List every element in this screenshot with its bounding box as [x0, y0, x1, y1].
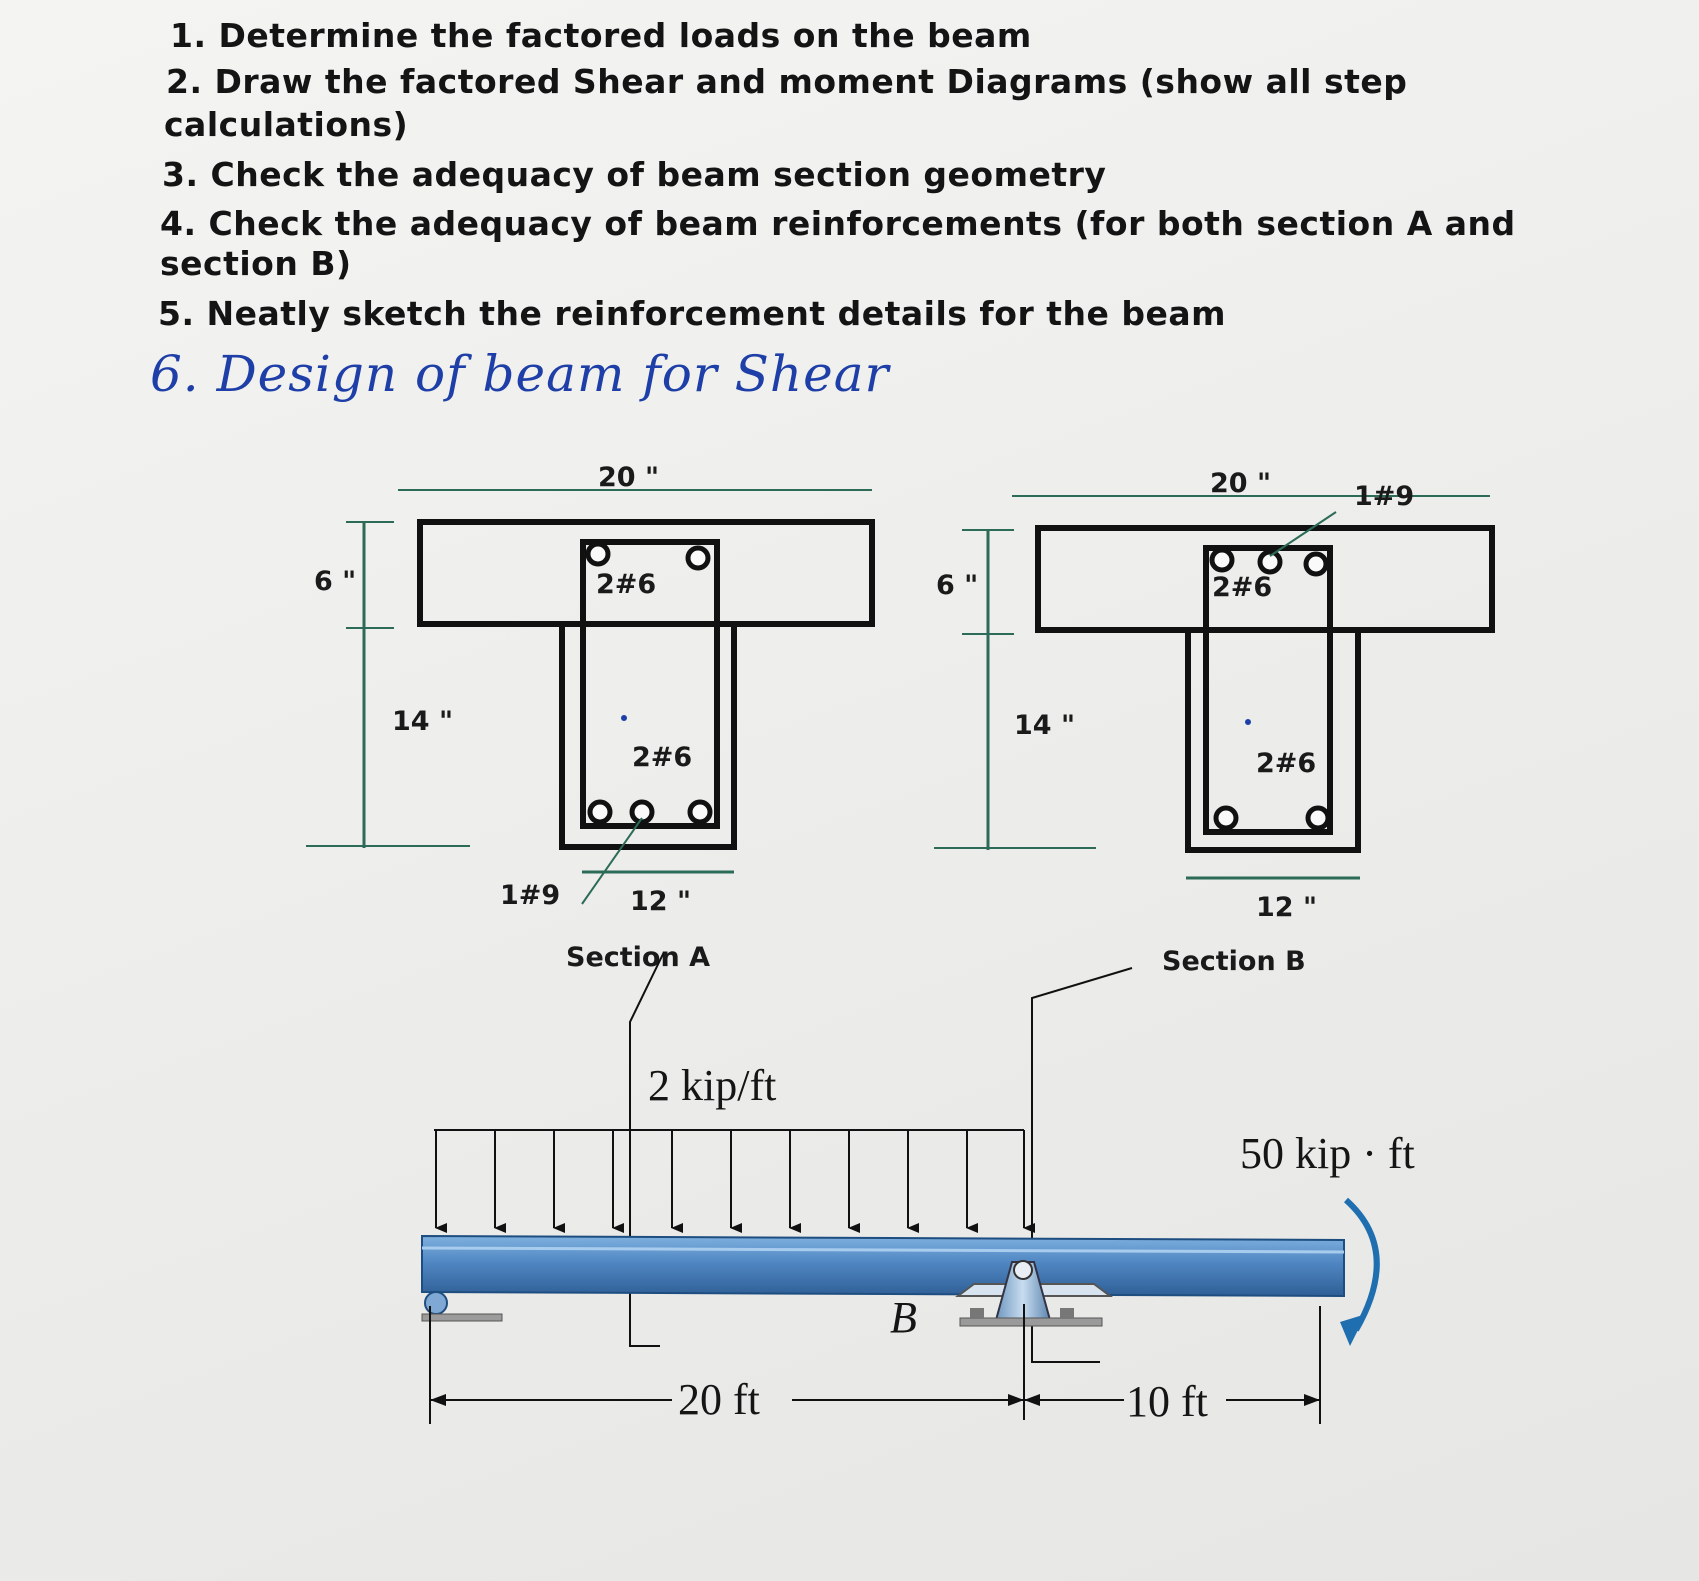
handwritten-task-6: 6. Design of beam for Shear — [150, 345, 890, 403]
roller-support — [425, 1292, 447, 1314]
section-a — [306, 462, 872, 973]
section-b-bottom-bar — [1216, 808, 1236, 828]
section-b-flange-depth: 6 " — [936, 570, 979, 601]
section-a-web-width: 12 " — [630, 886, 692, 917]
section-b — [934, 468, 1492, 977]
section-a-extra-bar: 1#9 — [500, 880, 561, 911]
distributed-load-arrows — [436, 1130, 1024, 1228]
moment-arrow — [1346, 1200, 1377, 1330]
task-4: 4. Check the adequacy of beam reinforcements (for both section A and — [160, 204, 1516, 243]
task-4-continued: section B) — [160, 244, 352, 283]
section-a-top-bars-label: 2#6 — [596, 569, 657, 600]
section-b-title: Section B — [1162, 946, 1306, 977]
beam-diagram — [422, 952, 1415, 1426]
task-2: 2. Draw the factored Shear and moment Diagrams (show all step — [166, 62, 1408, 101]
section-a-bottom-bars-label: 2#6 — [632, 742, 693, 773]
task-5: 5. Neatly sketch the reinforcement details for the beam — [158, 294, 1226, 333]
section-b-cut-line — [1032, 968, 1132, 1362]
section-a-flange-depth: 6 " — [314, 566, 357, 597]
section-b-web-depth: 14 " — [1014, 710, 1076, 741]
moment-label: 50 kip · ft — [1240, 1129, 1415, 1178]
distributed-load-label: 2 kip/ft — [648, 1061, 777, 1110]
section-a-bottom-bar — [590, 802, 610, 822]
support-b-label: B — [890, 1293, 917, 1342]
section-a-flange-width: 20 " — [598, 462, 660, 493]
section-a-top-bar — [688, 548, 708, 568]
task-2-continued: calculations) — [164, 105, 409, 144]
section-a-top-bar — [588, 544, 608, 564]
section-b-bottom-bar — [1308, 808, 1328, 828]
pin-ground — [960, 1318, 1102, 1326]
section-a-web-depth: 14 " — [392, 706, 454, 737]
section-b-extra-bar: 1#9 — [1354, 481, 1415, 512]
section-b-flange-width: 20 " — [1210, 468, 1272, 499]
span-1-label: 20 ft — [678, 1375, 760, 1424]
section-b-top-bar — [1212, 550, 1232, 570]
section-b-web-width: 12 " — [1256, 892, 1318, 923]
section-b-top-bar — [1306, 554, 1326, 574]
section-a-title: Section A — [566, 942, 710, 973]
roller-ground — [422, 1314, 502, 1321]
task-3: 3. Check the adequacy of beam section geometry — [162, 155, 1107, 194]
section-a-bottom-bar — [690, 802, 710, 822]
section-b-bottom-bars-label: 2#6 — [1256, 748, 1317, 779]
span-2-label: 10 ft — [1126, 1377, 1208, 1426]
task-1: 1. Determine the factored loads on the beam — [170, 16, 1032, 55]
beam-body — [422, 1236, 1344, 1296]
section-b-top-bars-label: 2#6 — [1212, 572, 1273, 603]
